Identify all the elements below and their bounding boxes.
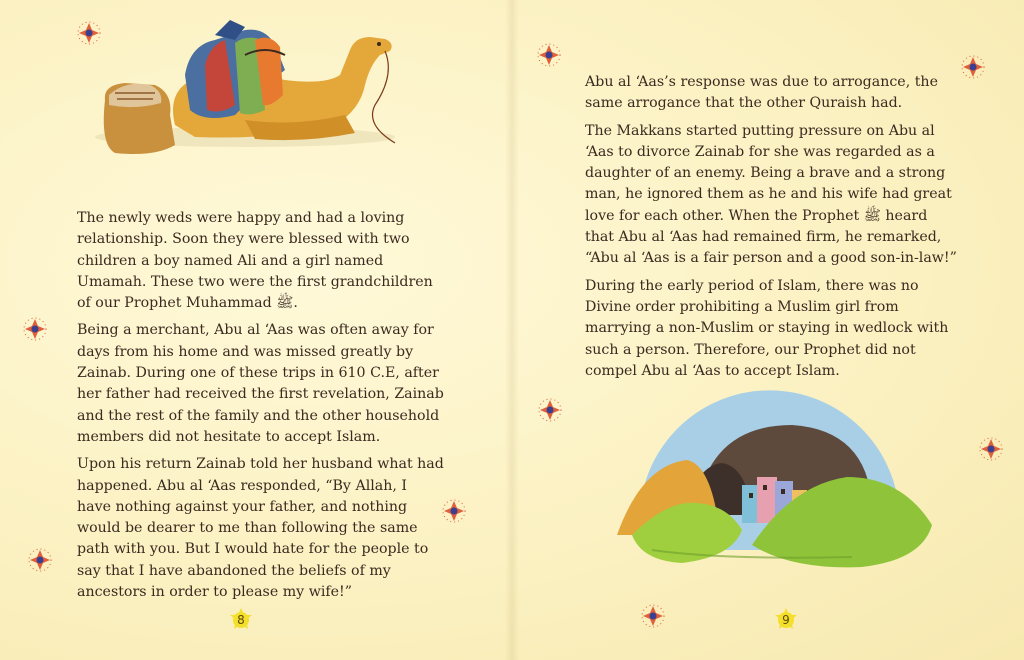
paragraph: The Makkans started putting pressure on Abu al ‘Aas to divorce Zainab for she was regarded as a daughter of an enemy. Being a brave and a strong man, he ignored them as he and his wife had great love for each other. When the Prophet ﷺ heard that Abu al ‘Aas had remained firm, he remarked, “Abu al ‘Aas is a fair person and a good son-in-law!” bbox=[585, 122, 957, 267]
decorative-flower-icon bbox=[76, 20, 102, 46]
paragraph: The newly weds were happy and had a loving relationship. Soon they were blessed with two children a boy named Ali and a girl named Umamah. These two were the first grandchildren of our Prophet Muhammad ﷺ. bbox=[77, 210, 433, 312]
page-number-label: 9 bbox=[782, 613, 790, 627]
decorative-flower-icon bbox=[537, 397, 563, 423]
decorative-flower-icon bbox=[960, 54, 986, 80]
paragraph: During the early period of Islam, there was no Divine order prohibiting a Muslim girl from marrying a non-Muslim or staying in wedlock with such a person. Therefore, our Prophet did not compel Abu al ‘Aas to accept Islam. bbox=[585, 277, 949, 379]
town-illustration bbox=[602, 385, 947, 585]
paragraph: Being a merchant, Abu al ‘Aas was often away for days from his home and was missed greatly by Zainab. During one of these trips in 610 C.E, after her father had received the first revelation, Zainab and the rest of the family and the other household members did not hesitate to accept Islam. bbox=[77, 322, 444, 445]
paragraph: Abu al ‘Aas’s response was due to arrogance, the same arrogance that the other Quraish had. bbox=[585, 74, 938, 112]
left-page-text bbox=[77, 208, 445, 609]
decorative-flower-icon bbox=[27, 547, 53, 573]
decorative-flower-icon bbox=[978, 436, 1004, 462]
decorative-flower-icon bbox=[536, 42, 562, 68]
page-number bbox=[773, 607, 799, 633]
paragraph: Upon his return Zainab told her husband what had happened. Abu al ‘Aas responded, “By Allah, I have nothing against your father, and nothing would be dearer to me than following the same path with you. But I would hate for the people to say that I have abandoned the beliefs of my ancestors in order to please my wife!” bbox=[77, 456, 444, 601]
camel-illustration bbox=[95, 15, 415, 155]
decorative-flower-icon bbox=[640, 603, 666, 629]
right-page bbox=[512, 0, 1024, 660]
right-page-text bbox=[585, 72, 960, 388]
page-number-label: 8 bbox=[237, 613, 245, 627]
page-number bbox=[228, 607, 254, 633]
decorative-flower-icon bbox=[22, 316, 48, 342]
